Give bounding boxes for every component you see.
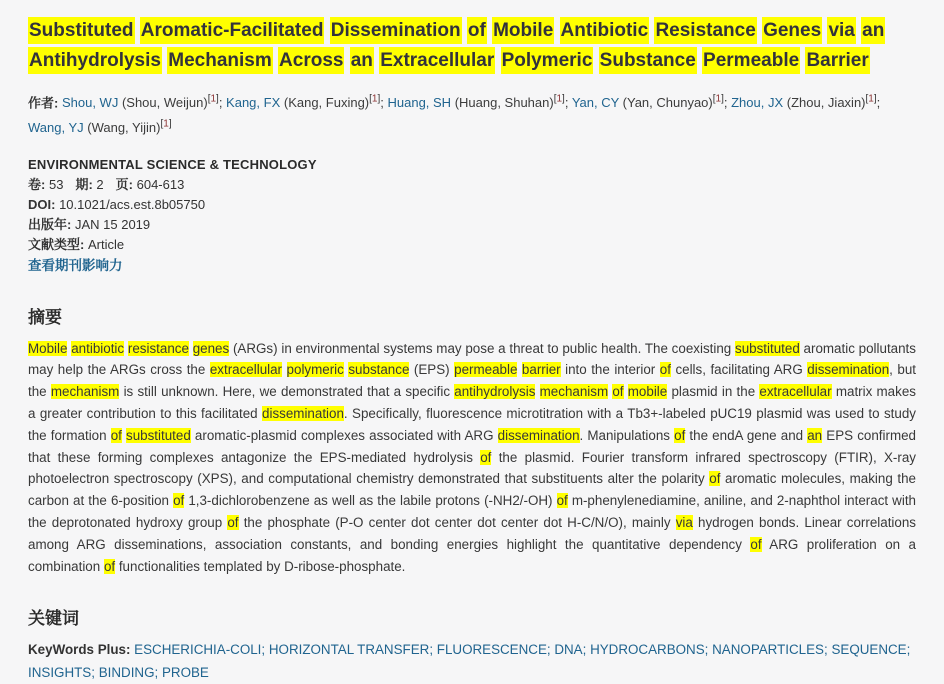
pages-label: 页: bbox=[115, 176, 133, 192]
highlight: of bbox=[173, 493, 185, 509]
doc-type-value: Article bbox=[87, 236, 125, 252]
affiliation-superscript[interactable]: [1] bbox=[553, 94, 565, 105]
keyword-link[interactable]: DNA bbox=[554, 642, 583, 658]
affiliation-number[interactable]: 1 bbox=[868, 94, 874, 105]
keywords-heading: 关键词 bbox=[28, 609, 79, 629]
author-link[interactable]: Huang, SH bbox=[387, 95, 452, 111]
author-link[interactable]: Kang, FX bbox=[226, 95, 281, 111]
author-link[interactable]: Zhou, JX bbox=[731, 95, 784, 111]
abstract-heading: 摘要 bbox=[28, 307, 62, 327]
pub-year-label: 出版年: bbox=[28, 216, 72, 232]
authors-line bbox=[28, 89, 918, 138]
title-word-highlight: Substituted bbox=[28, 17, 135, 44]
title-word-highlight: Polymeric bbox=[501, 47, 594, 74]
highlight: an bbox=[807, 427, 823, 443]
title-word-highlight: an bbox=[861, 17, 885, 44]
highlight: of bbox=[659, 362, 671, 378]
doi-line bbox=[28, 195, 918, 215]
pages-value: 604-613 bbox=[136, 176, 185, 192]
authors-label: 作者: bbox=[28, 95, 59, 111]
title-word-highlight: Substance bbox=[599, 47, 697, 74]
highlight: polymeric bbox=[286, 362, 344, 378]
doi-value: 10.1021/acs.est.8b05750 bbox=[59, 196, 206, 212]
keywords-line bbox=[28, 639, 916, 684]
doc-type-label: 文献类型: bbox=[28, 236, 85, 252]
keyword-link[interactable]: SEQUENCE bbox=[831, 642, 907, 658]
title-word-highlight: Aromatic-Facilitated bbox=[140, 17, 325, 44]
doi-label: DOI: bbox=[28, 196, 56, 212]
highlight: antibiotic bbox=[71, 340, 125, 356]
title-word-highlight: Extracellular bbox=[379, 47, 495, 74]
keywords-plus-label: KeyWords Plus: bbox=[28, 642, 131, 658]
highlight: resistance bbox=[127, 340, 189, 356]
highlight: of bbox=[612, 384, 624, 400]
highlight: of bbox=[709, 471, 721, 487]
highlight: extracellular bbox=[209, 362, 283, 378]
highlight: genes bbox=[192, 340, 230, 356]
highlight: extracellular bbox=[759, 384, 832, 400]
author-link[interactable]: Wang, YJ bbox=[28, 119, 84, 135]
highlight: barrier bbox=[521, 362, 561, 378]
title-word-highlight: Antibiotic bbox=[560, 17, 650, 44]
journal-impact-link-text[interactable]: 查看期刊影响力 bbox=[28, 257, 123, 273]
title-word-highlight: Permeable bbox=[702, 47, 800, 74]
abstract-text: Mobile antibiotic resistance genes (ARGs) in environmental systems may pose a threat to public health. The coexisting substituted aromatic pollutants may help the ARGs cross the extracellular polymeric substance (EPS) permeable barrier into the interior of cells, facilitating ARG dissemination, but the mechanism is still unknown. Here, we demonstrated that a specific antihydrolysis mechanism of mobile plasmid in the extracellular matrix makes a greater contribution to this facilitated dissemination. Specifically, fluorescence microtitration with a Tb3+-labeled pUC19 plasmid was used to study the formation of substituted aromatic-plasmid complexes associated with ARG dissemination. Manipulations of the endA gene and an EPS confirmed that these forming complexes antagonize the EPS-mediated hydrolysis of the plasmid. Fourier transform infrared spectroscopy (FTIR), X-ray photoelectron spectroscopy (XPS), and computational chemistry demonstrated that substituents alter the polarity of aromatic molecules, making the carbon at the 6-position of 1,3-dichlorobenzene as well as the labile protons (-NH2/-OH) of m-phenylenediamine, aniline, and 2-naphthol interact with the deprotonated hydroxy group of the phosphate (P-O center dot center dot center dot H-C/N/O), mainly via hydrogen bonds. Linear correlations among ARG disseminations, association constants, and bonding energies highlight the quantitative dependency of ARG proliferation on a combination of functionalities templated by D-ribose-phosphate. bbox=[28, 340, 916, 574]
title-word-highlight: Barrier bbox=[805, 47, 869, 74]
title-word-highlight: of bbox=[467, 17, 487, 44]
title-word-highlight: an bbox=[350, 47, 374, 74]
title-word-highlight: Dissemination bbox=[330, 17, 462, 44]
keyword-link[interactable]: ESCHERICHIA-COLI bbox=[134, 642, 262, 658]
affiliation-superscript[interactable]: [1] bbox=[369, 94, 381, 105]
affiliation-superscript[interactable]: [1] bbox=[160, 118, 172, 130]
highlight: permeable bbox=[454, 362, 518, 378]
volume-label: 卷: bbox=[28, 176, 46, 192]
highlight: antihydrolysis bbox=[454, 384, 536, 400]
keyword-link[interactable]: FLUORESCENCE bbox=[436, 642, 547, 658]
highlight: of bbox=[480, 449, 492, 465]
title-word-highlight: Antihydrolysis bbox=[28, 47, 162, 74]
highlight: via bbox=[675, 515, 693, 531]
affiliation-superscript[interactable]: [1] bbox=[712, 94, 724, 105]
affiliation-number[interactable]: 1 bbox=[715, 94, 722, 105]
title-word-highlight: Mobile bbox=[492, 17, 554, 44]
title-word-highlight: Genes bbox=[762, 17, 822, 44]
author-link[interactable]: Shou, WJ bbox=[61, 95, 119, 111]
affiliation-number[interactable]: 1 bbox=[371, 94, 378, 105]
affiliation-superscript[interactable]: [1] bbox=[207, 94, 219, 105]
highlight: mechanism bbox=[539, 384, 609, 400]
highlight: mobile bbox=[627, 384, 668, 400]
highlight: dissemination bbox=[807, 362, 890, 378]
title-word-highlight: Mechanism bbox=[167, 47, 272, 74]
authors-list: Shou, WJ (Shou, Weijun)[1]; Kang, FX (Kang, Fuxing)[1]; Huang, SH (Huang, Shuhan)[1]; Yan, CY (Yan, Chunyao)[1]; Zhou, JX (Zhou, Jiaxin)[1]; Wang, YJ (Wang, Yijin)[1] bbox=[28, 94, 881, 135]
highlight: substituted bbox=[735, 340, 800, 356]
keyword-link[interactable]: HORIZONTAL TRANSFER bbox=[268, 642, 430, 658]
affiliation-superscript[interactable]: [1] bbox=[865, 94, 877, 105]
highlight: dissemination bbox=[262, 406, 344, 422]
keywords-list: ESCHERICHIA-COLI; HORIZONTAL TRANSFER; FLUORESCENCE; DNA; HYDROCARBONS; NANOPARTICLES; SEQUENCE; INSIGHTS; BINDING; PROBE bbox=[28, 642, 911, 680]
journal-name: ENVIRONMENTAL SCIENCE & TECHNOLOGY bbox=[28, 156, 317, 172]
journal-impact-link[interactable] bbox=[28, 256, 918, 276]
keyword-link[interactable]: NANOPARTICLES bbox=[712, 642, 824, 658]
title-word-highlight: Across bbox=[278, 47, 344, 74]
keyword-link[interactable]: BINDING bbox=[98, 664, 155, 680]
issue-value: 2 bbox=[96, 176, 104, 192]
highlight: substituted bbox=[126, 427, 191, 443]
highlight: Mobile bbox=[28, 340, 68, 356]
affiliation-number[interactable]: 1 bbox=[163, 118, 169, 130]
keyword-link[interactable]: HYDROCARBONS bbox=[590, 642, 705, 658]
highlight: of bbox=[227, 515, 239, 531]
pub-year-line bbox=[28, 215, 918, 235]
highlight: of bbox=[674, 427, 686, 443]
doc-type-line bbox=[28, 235, 918, 255]
highlight: of bbox=[556, 493, 568, 509]
affiliation-number[interactable]: 1 bbox=[210, 94, 217, 105]
keyword-link[interactable]: PROBE bbox=[161, 664, 209, 680]
volume-value: 53 bbox=[48, 176, 64, 192]
highlight: of bbox=[103, 558, 116, 574]
highlight: dissemination bbox=[497, 427, 580, 443]
pub-year-value: JAN 15 2019 bbox=[74, 216, 151, 232]
journal-info bbox=[28, 155, 918, 276]
highlight: substance bbox=[348, 362, 410, 378]
volume-issue-pages-line bbox=[28, 175, 918, 195]
title-word-highlight: Resistance bbox=[654, 17, 756, 44]
affiliation-number[interactable]: 1 bbox=[556, 94, 563, 105]
highlight: of bbox=[750, 536, 762, 552]
paper-title bbox=[28, 16, 918, 76]
title-word-highlight: via bbox=[827, 17, 855, 44]
issue-label: 期: bbox=[75, 176, 93, 192]
highlight: mechanism bbox=[50, 384, 120, 400]
highlight: of bbox=[110, 427, 122, 443]
keyword-link[interactable]: INSIGHTS bbox=[28, 664, 92, 680]
author-link[interactable]: Yan, CY bbox=[571, 95, 620, 111]
